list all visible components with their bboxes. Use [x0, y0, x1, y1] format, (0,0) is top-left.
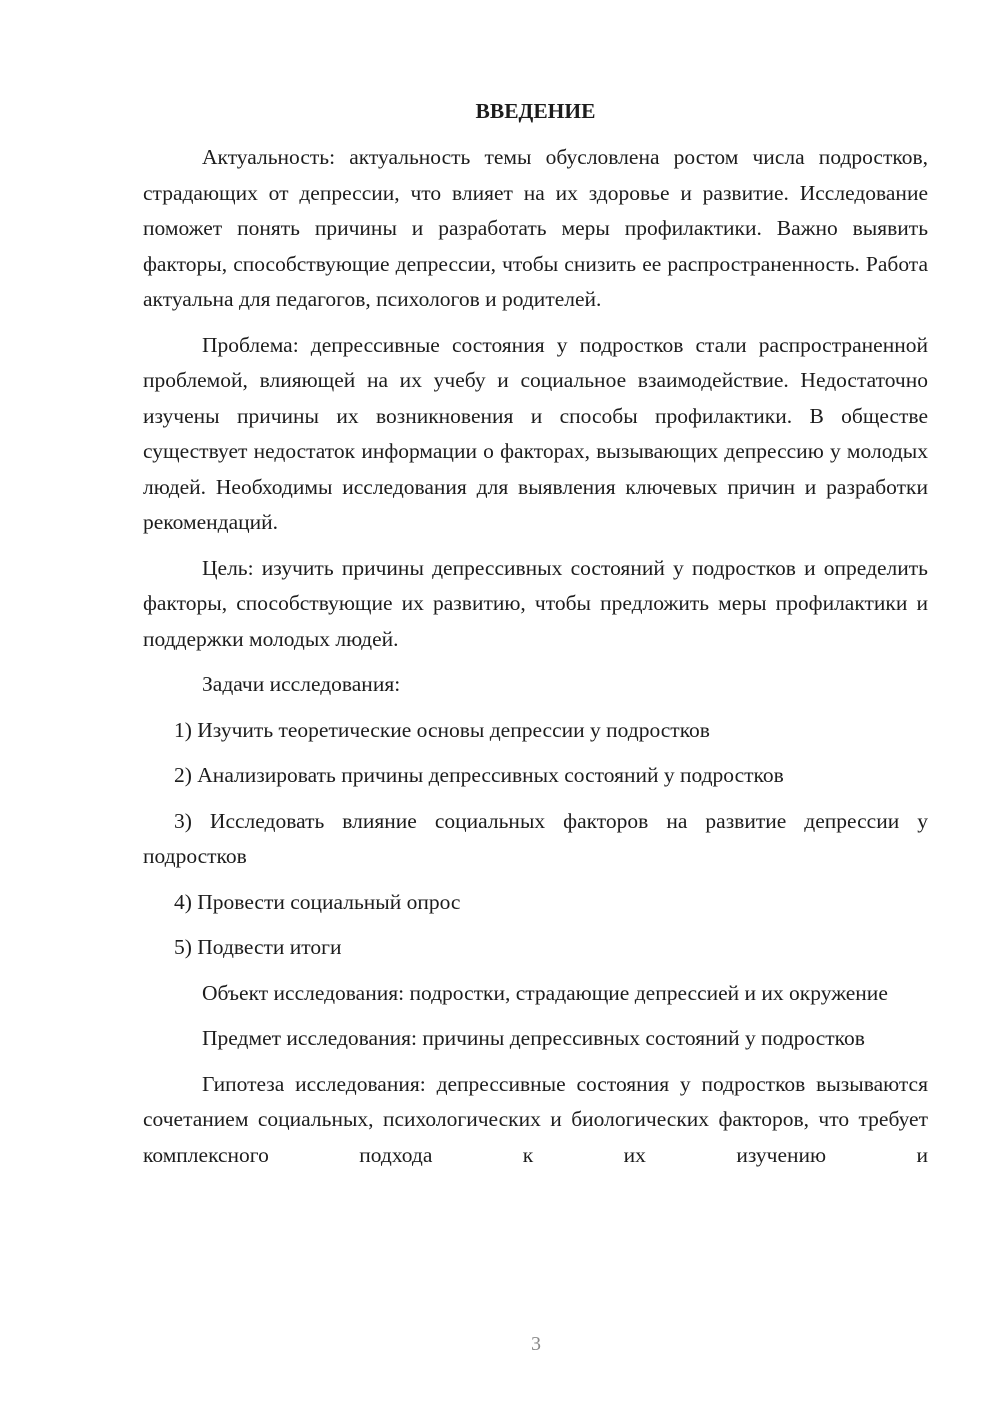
list-item: 5) Подвести итоги [174, 935, 342, 959]
page-content [143, 96, 928, 1183]
list-item: 1) Изучить теоретические основы депрессии у подростков [174, 717, 710, 742]
goal-paragraph: Цель: изучить причины депрессивных состояний у подростков и определить факторы, способствующие их развитию, чтобы предложить меры профилактики и поддержки молодых людей. [143, 555, 928, 651]
relevance-paragraph: Актуальность: актуальность темы обусловлена ростом числа подростков, страдающих от депрессии, что влияет на их здоровье и развитие. Исследование поможет понять причины и разработать меры профилактики. Важно выявить факторы, способствующие депрессии, чтобы снизить ее распространенность. Работа актуальна для педагогов, психологов и родителей. [143, 145, 928, 311]
list-item: 3) Исследовать влияние социальных факторов на развитие депрессии у подростков [143, 808, 928, 868]
tasks-title: Задачи исследования: [202, 672, 401, 696]
hypothesis-paragraph: Гипотеза исследования: депрессивные состояния у подростков вызываются сочетанием социальных, психологических и биологических факторов, что требует комплексного подхода к их изучению и [143, 1071, 928, 1167]
list-item: 2) Анализировать причины депрессивных состояний у подростков [174, 763, 784, 787]
list-item: 4) Провести социальный опрос [174, 889, 461, 914]
object-paragraph: Объект исследования: подростки, страдающие депрессией и их окружение [202, 980, 888, 1005]
problem-paragraph: Проблема: депрессивные состояния у подростков стали распространенной проблемой, влияющей на их учебу и социальное взаимодействие. Недостаточно изучены причины их возникновения и способы профилактики. В обществе существует недостаток информации о факторах, вызывающих депрессию у молодых людей. Необходимы исследования для выявления ключевых причин и разработки рекомендаций. [143, 332, 928, 534]
page-title: ВВЕДЕНИЕ [475, 99, 596, 123]
page-number: 3 [531, 1333, 541, 1355]
subject-paragraph: Предмет исследования: причины депрессивных состояний у подростков [202, 1026, 865, 1050]
